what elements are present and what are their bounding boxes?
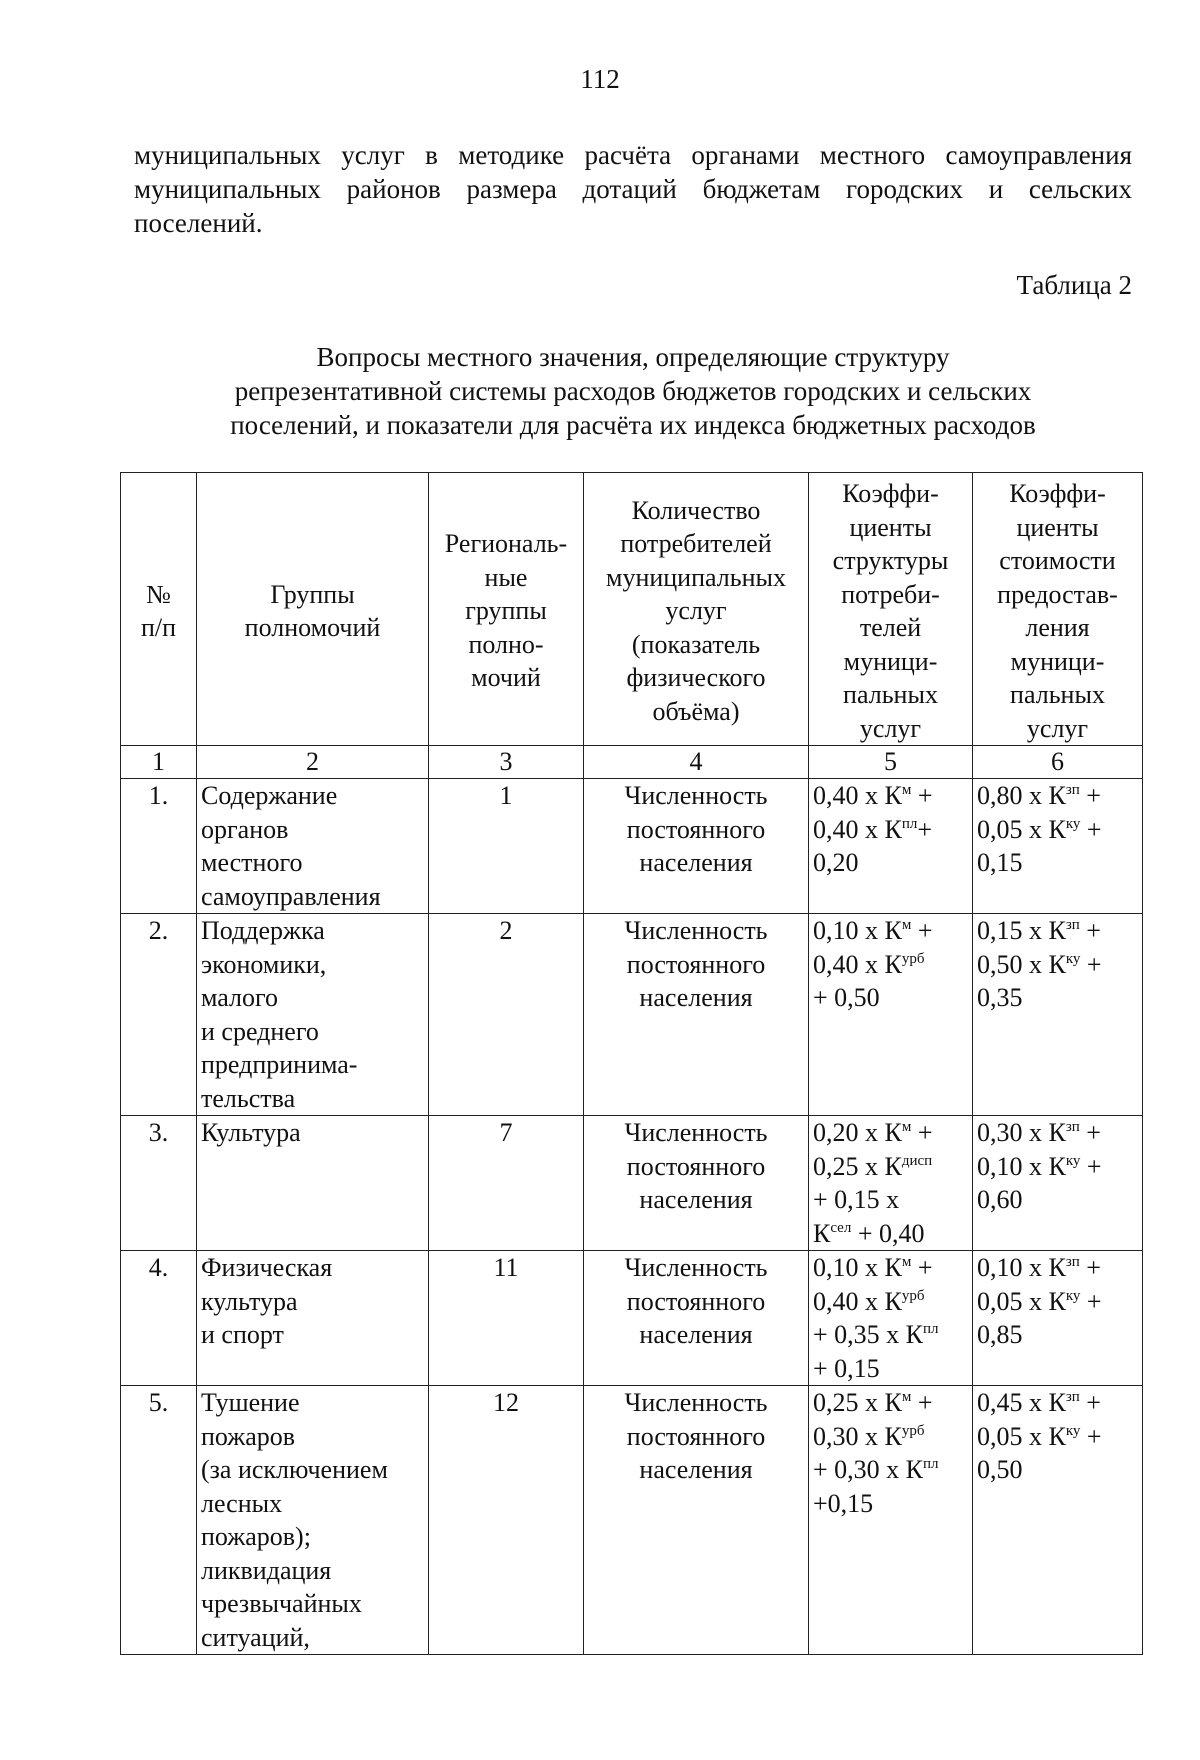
row-number: 2.	[121, 914, 197, 1116]
formula-line: 0,05 х $К^{ку}$ +	[977, 1421, 1102, 1451]
row-consumers	[584, 914, 809, 1116]
column-number: 6	[973, 746, 1143, 779]
row-consumers	[584, 1386, 809, 1655]
formula-index: пл	[923, 1456, 939, 1472]
formula-index: зп	[1065, 1389, 1080, 1405]
header-line: пальных	[1010, 680, 1105, 709]
group-line: местного	[201, 848, 303, 877]
consumers-line: Численность	[624, 1253, 768, 1282]
formula-index: урб	[901, 950, 925, 967]
consumers-line: постоянного	[626, 1421, 766, 1451]
consumers-line: постоянного	[626, 949, 766, 979]
caption-line: репрезентативной системы расходов бюджетов городских и сельских	[234, 376, 1032, 406]
formula-line: 0,25 х $К^{дисп}$	[813, 1151, 933, 1181]
formula-line: + 0,30 х $К^{пл}$	[813, 1455, 939, 1484]
intro-paragraph	[134, 138, 1132, 240]
formula-line: 0,20	[813, 848, 859, 877]
row-structure-coefficient	[809, 1116, 973, 1251]
table-row	[121, 914, 1143, 1116]
formula-line: 0,60	[977, 1185, 1023, 1214]
budget-table	[120, 472, 1143, 1655]
formula-index: м	[901, 917, 912, 933]
table-row	[121, 1116, 1143, 1251]
header-line: ные	[484, 562, 528, 592]
header-line: услуг	[859, 713, 922, 743]
header-line: полномочий	[244, 613, 381, 642]
row-structure-coefficient	[809, 1251, 973, 1386]
formula-line: + 0,50	[813, 983, 880, 1012]
header-line: мочий	[471, 663, 541, 693]
header-line: услуг	[1026, 713, 1089, 743]
formula-index: урб	[901, 1422, 925, 1439]
formula-line: 0,35	[977, 983, 1023, 1012]
group-line: Тушение	[201, 1388, 300, 1417]
header-num	[121, 473, 197, 746]
consumers-line: населения	[639, 848, 753, 877]
formula-index: урб	[901, 1287, 925, 1304]
formula-line: 0,25 х $К^м$ +	[813, 1388, 933, 1417]
column-number: 3	[429, 746, 584, 779]
group-line: пожаров	[201, 1421, 296, 1451]
table-label: Таблица 2	[1016, 270, 1132, 300]
formula-line: 0,40 х $К^{пл}+$	[813, 814, 933, 844]
row-regional-group: 12	[429, 1386, 584, 1655]
formula-line: 0,20 х $К^м$ +	[813, 1118, 933, 1147]
group-line: чрезвычайных	[201, 1589, 362, 1618]
formula-line: 0,10 х $К^м$ +	[813, 1253, 933, 1282]
row-consumers	[584, 1116, 809, 1251]
formula-line: 0,30 х $К^{зп}$ +	[977, 1118, 1101, 1147]
formula-index: м	[901, 1389, 912, 1405]
group-line: экономики,	[201, 949, 327, 979]
group-line: и среднего	[201, 1016, 319, 1046]
formula-index: ку	[1065, 1287, 1081, 1304]
formula-index: пл	[901, 815, 918, 832]
header-line: услуг	[665, 596, 727, 626]
group-line: Поддержка	[201, 916, 325, 945]
consumers-line: населения	[639, 1185, 753, 1214]
header-line: группы	[465, 596, 547, 626]
row-cost-coefficient	[973, 1116, 1143, 1251]
row-structure-coefficient	[809, 1386, 973, 1655]
formula-index: ку	[1065, 1152, 1081, 1169]
formula-line: 0,30 х $К^{урб}$	[813, 1421, 925, 1451]
consumers-line: населения	[639, 1455, 753, 1484]
intro-line: поселений.	[134, 208, 263, 238]
column-number: 5	[809, 746, 973, 779]
row-cost-coefficient	[973, 914, 1143, 1116]
header-line: телей	[859, 613, 922, 642]
header-line: муници-	[1010, 646, 1105, 676]
row-structure-coefficient	[809, 779, 973, 914]
header-line: муници-	[843, 646, 938, 676]
group-line: Содержание	[201, 781, 338, 810]
header-line: ления	[1025, 613, 1090, 642]
group-line: предпринима-	[201, 1050, 358, 1079]
formula-index: м	[901, 782, 912, 798]
group-line: Физическая	[201, 1253, 333, 1282]
header-line: потребителей	[620, 529, 772, 559]
row-group	[197, 1251, 429, 1386]
intro-line: муниципальных услуг в методике расчёта органами местного самоуправления	[134, 140, 1132, 170]
header-cost-coefficients	[973, 473, 1143, 746]
formula-line: 0,15 х $К^{зп}$ +	[977, 916, 1101, 945]
formula-line: +0,15	[813, 1488, 874, 1518]
row-number: 5.	[121, 1386, 197, 1655]
formula-line: 0,05 х $К^{ку}$ +	[977, 1286, 1102, 1316]
column-number-row	[121, 746, 1143, 779]
formula-line: 0,45 х $К^{зп}$ +	[977, 1388, 1101, 1417]
group-line: ситуаций,	[201, 1622, 310, 1652]
formula-line: 0,40 х $К^м$ +	[813, 781, 933, 810]
header-groups	[197, 473, 429, 746]
formula-line: + 0,15 х	[813, 1185, 900, 1214]
row-number: 1.	[121, 779, 197, 914]
column-number: 1	[121, 746, 197, 779]
consumers-line: постоянного	[626, 814, 766, 844]
group-line: (за исключением	[201, 1455, 388, 1484]
group-line: малого	[201, 983, 279, 1012]
header-line: п/п	[140, 613, 177, 642]
header-line: циенты	[849, 512, 932, 542]
group-line: Культура	[201, 1118, 301, 1147]
group-line: самоуправления	[201, 881, 381, 911]
row-group	[197, 914, 429, 1116]
formula-line: 0,50 х $К^{ку}$ +	[977, 949, 1102, 979]
header-line: Коэффи-	[842, 479, 939, 508]
group-line: тельства	[201, 1083, 296, 1113]
header-row	[121, 473, 1143, 746]
header-line: Коэффи-	[1009, 479, 1106, 508]
row-cost-coefficient	[973, 1251, 1143, 1386]
header-line: полно-	[468, 629, 544, 659]
formula-index: зп	[1065, 782, 1080, 798]
formula-line: 0,10 х $К^м$ +	[813, 916, 933, 945]
formula-line: 0,15	[977, 848, 1023, 877]
row-cost-coefficient	[973, 779, 1143, 914]
table-row	[121, 1386, 1143, 1655]
formula-index: ку	[1065, 950, 1081, 967]
formula-index: ку	[1065, 815, 1081, 832]
table-row	[121, 1251, 1143, 1386]
consumers-line: населения	[639, 1320, 753, 1349]
row-regional-group: 11	[429, 1251, 584, 1386]
header-line: физического	[626, 663, 766, 693]
header-line: Количество	[631, 495, 761, 525]
group-line: органов	[201, 814, 289, 844]
consumers-line: Численность	[624, 781, 768, 810]
consumers-line: постоянного	[626, 1151, 766, 1181]
row-regional-group: 2	[429, 914, 584, 1116]
header-regional-groups	[429, 473, 584, 746]
header-line: объёма)	[652, 696, 740, 726]
page-number: 112	[580, 64, 620, 94]
header-line: предостав-	[997, 579, 1118, 609]
caption-line: поселений, и показатели для расчёта их индекса бюджетных расходов	[230, 410, 1036, 440]
formula-line: 0,85	[977, 1320, 1023, 1349]
formula-line: 0,80 х $К^{зп}$ +	[977, 781, 1101, 810]
consumers-line: Численность	[624, 1388, 768, 1417]
header-structure-coefficients	[809, 473, 973, 746]
table-row	[121, 779, 1143, 914]
row-cost-coefficient	[973, 1386, 1143, 1655]
row-group	[197, 1116, 429, 1251]
formula-line: 0,10 х $К^{зп}$ +	[977, 1253, 1101, 1282]
formula-line: 0,05 х $К^{ку}$ +	[977, 814, 1102, 844]
formula-index: зп	[1065, 1119, 1080, 1135]
header-consumers	[584, 473, 809, 746]
consumers-line: населения	[639, 983, 753, 1012]
row-consumers	[584, 1251, 809, 1386]
row-group	[197, 1386, 429, 1655]
column-number: 4	[584, 746, 809, 779]
caption-line: Вопросы местного значения, определяющие структуру	[316, 342, 950, 372]
formula-index: зп	[1065, 917, 1080, 933]
header-line: Группы	[270, 579, 355, 609]
consumers-line: Численность	[624, 1118, 768, 1147]
group-line: пожаров);	[201, 1522, 311, 1551]
header-line: пальных	[843, 680, 938, 709]
row-number: 4.	[121, 1251, 197, 1386]
group-line: лесных	[201, 1488, 283, 1518]
formula-index: м	[901, 1254, 912, 1270]
header-line: потреби-	[841, 579, 940, 609]
header-line: Региональ-	[444, 529, 568, 559]
group-line: культура	[201, 1286, 298, 1316]
header-line: структуры	[832, 546, 949, 575]
consumers-line: Численность	[624, 916, 768, 945]
formula-index: м	[901, 1119, 912, 1135]
row-number: 3.	[121, 1116, 197, 1251]
row-regional-group: 7	[429, 1116, 584, 1251]
formula-line: + 0,35 х $К^{пл}$	[813, 1320, 939, 1349]
formula-index: пл	[923, 1321, 939, 1337]
table-caption	[134, 340, 1132, 442]
header-line: циенты	[1016, 512, 1099, 542]
group-line: ликвидация	[201, 1555, 332, 1585]
formula-index: ку	[1065, 1422, 1081, 1439]
formula-index: дисп	[901, 1152, 933, 1169]
formula-index: сел	[830, 1219, 852, 1236]
formula-line: 0,50	[977, 1455, 1023, 1484]
header-line: №	[146, 579, 171, 609]
intro-line: муниципальных районов размера дотаций бюджетам городских и сельских	[134, 174, 1132, 204]
formula-line: + 0,15	[813, 1353, 880, 1383]
consumers-line: постоянного	[626, 1286, 766, 1316]
formula-line: $К^{сел} + 0,40$	[813, 1218, 925, 1248]
header-line: стоимости	[999, 546, 1116, 575]
group-line: и спорт	[201, 1320, 284, 1349]
row-regional-group: 1	[429, 779, 584, 914]
column-number: 2	[197, 746, 429, 779]
formula-index: зп	[1065, 1254, 1080, 1270]
header-line: муниципальных	[605, 562, 786, 592]
formula-line: 0,40 х $К^{урб}$	[813, 949, 925, 979]
row-group	[197, 779, 429, 914]
row-consumers	[584, 779, 809, 914]
header-line: (показатель	[631, 629, 761, 659]
formula-line: 0,40 х $К^{урб}$	[813, 1286, 925, 1316]
row-structure-coefficient	[809, 914, 973, 1116]
formula-line: 0,10 х $К^{ку}$ +	[977, 1151, 1102, 1181]
